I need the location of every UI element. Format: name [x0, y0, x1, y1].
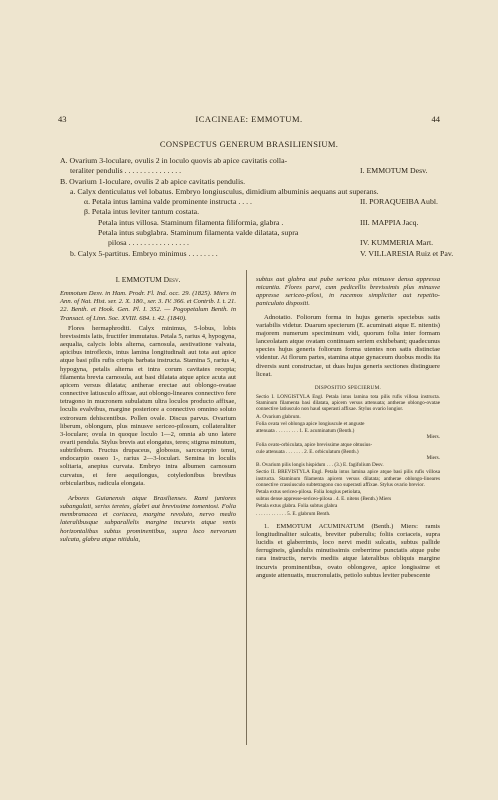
dispositio-list: [256, 394, 440, 517]
habit-paragraph: Arbores Guianensis atque Brasilienses. Rami juniores subangulati, seriss teretes, glabri aut brevissime tomentosi. Folia membranacea et coriacea, margine revoluto, nervo medio lateralibusque subparallelis margine incurvis atque venis horizontalibus subtus prominentibus, supra loco nervorum sulcata, glabra atque nitidula,: [60, 494, 236, 543]
key-text: α. Petala intus lamina valde prominente instructa . . . .: [84, 197, 252, 207]
page-number-left: 43: [58, 114, 67, 124]
dispositio-text: Sectio II. BREVISTYLA Engl. Petala intus lamina apice atque basi pilis rufis villosa instructa. Staminum filamenta apicem versus dilatata; antherae oblongo-lineares connective crassiusculo subtetragono cuo superasti affixae. Stylus ovario brevior.: [256, 469, 440, 488]
dispositio-text: subtus dense appresse-sericeo-pilosa . 4. E. nitens (Benth.) Miers: [256, 496, 392, 503]
key-text: a. Calyx denticulatus vel lobatus. Embryo longiusculus, dimidium albuminis aequans aut superans.: [70, 186, 379, 196]
running-head: ICACINEAE: EMMOTUM.: [195, 114, 303, 124]
species-entry: 1. EMMOTUM ACUMINATUM (Benth.) Miers: ramis longitudinaliter sulcatis, breviter puberulis; foliis coriaceis, supra lucidis et glaberrimis, loco nervi medii sulcatis, subtus pallide ferrugineis, glandulis minutissimis creberrime punctatis atque pube rara instructis, nervis mediis atque lateralibus obliquis margine incurvis prominentibus, ovato oblongove, apice longissime et anguste attenuatis, mucronulatis, petiolo subtus leviter pubescente: [256, 522, 440, 579]
synonymy: Emmotum Desv. in Ham. Prodr. Fl. Ind. occ. 29. (1825). Miers in Ann. of Nat. Hist. ser. 2. X. 180., ser. 3. IV. 366. et Contrib. I. t. 21. 22. Benth. et Hook. Gen. Pl. I. 352. — Pogopetalum Benth. in Transact. of Linn. Soc. XVIII. 684. t. 42. (1840).: [60, 290, 236, 322]
key-line: [60, 187, 442, 197]
key-text: A. Ovarium 3-loculare, ovulis 2 in loculo quovis ab apice cavitatis colla-: [60, 156, 288, 165]
dispositio-line: [256, 428, 440, 440]
key-genus: II. PORAQUEIBA Aubl.: [360, 197, 438, 207]
dispositio-line: [256, 496, 440, 502]
key-text: B. Ovarium 1-loculare, ovulis 2 ab apice cavitatis pendulis.: [60, 176, 246, 186]
key-text: teraliter pendulis . . . . . . . . . . . . . . .: [70, 166, 182, 176]
key-line: [60, 177, 442, 187]
key-line: [60, 156, 442, 166]
key-text: Petala intus subglabra. Staminum filamenta valde dilatata, supra: [98, 228, 299, 238]
dispositio-text: Folia ovata vel oblonga apice longiuscule et anguste: [256, 420, 365, 427]
key-text: Petala intus villosa. Staminum filamenta filiformia, glabra .: [98, 217, 284, 227]
dispositio-text: Petala extus glabra. Folia subtus glabra: [256, 503, 338, 510]
dispositio-line: [256, 449, 440, 461]
key-genus: IV. KUMMERIA Mart.: [360, 238, 434, 248]
key-line: [60, 238, 442, 248]
dispositio-author: Miers.: [426, 434, 440, 441]
dispositio-author: Miers.: [426, 454, 440, 461]
dispositio-text: Sectio I. LONGISTYLA Engl. Petala intus lamina tota pilis rufis villosa instructa. Staminum filamenta basi dilatata, apicem versus attenuata; antherae oblongo-ovatae connective latiusculo non haud superasti affixae. Stylus ovario longior.: [256, 394, 440, 413]
dispositio-line: [256, 462, 440, 468]
dispositio-line: [256, 394, 440, 413]
genus-heading: I. EMMOTUM Desv.: [115, 275, 181, 284]
conspectus-title: CONSPECTUS GENERUM BRASILIENSIUM.: [159, 139, 339, 149]
dispositio-text: cule attenuata . . . . . . . 2. E. orbiculatum (Benth.): [256, 448, 359, 455]
dispositio-text: Petala extus sericeo-pilosa. Folia longius petiolata,: [256, 488, 362, 495]
dispositio-line: [256, 469, 440, 488]
key-line: [60, 228, 442, 238]
key-text: b. Calyx 5-partitus. Embryo minimus . . . . . . . .: [70, 248, 218, 258]
dispositio-title: DISPOSITIO SPECIERUM.: [314, 384, 382, 391]
page-number-right: 44: [431, 114, 440, 124]
dispositio-text: . . . . . . . . . . . . 5. E. glabrum Benth.: [256, 510, 331, 517]
key-genus: V. VILLARESIA Ruiz et Pav.: [360, 248, 454, 258]
adnotatio-paragraph: Adnotatio. Foliorum forma in hujus generis speciebus satis variabilis videtur. Duarum specierum (E. acuminati atque E. nitentis) majorem numerum speciminum vidi, quorum folia inter formam lanceolatam atque ovatam continuam seriem exhibebant; quadecunus species hujus generis foliorum forma utentes non satis distinctae videntur. At florum partes, stamina atque gynaceum duobus modis ita diversis sunt constructae, ut duas hujus generis sectiones distinguere liceat.: [256, 313, 440, 378]
genus-key: [60, 156, 454, 259]
dispositio-line: [256, 511, 440, 517]
continued-paragraph: subtus aut glabra aut pube sericea plus minusve densa appressa micantia. Flores parvi, cum pedicellis brevissimis plus minusve appresse sericeo-pilosi, in racemos simpliciter aut repetito-paniculato dispositi.: [256, 276, 440, 308]
dispositio-text: A. Ovarium glabrum.: [256, 413, 301, 420]
dispositio-line: [256, 421, 440, 427]
key-line: [60, 248, 454, 259]
key-text: β. Petala intus leviter tantum costata.: [84, 207, 200, 217]
genus-description: Flores hermaphroditi. Calyx minimus, 5-lobus, lobis brevissimis latis, fructifer immutatus. Petala 5, rarius 4, hypogyna, aequalia, calycis lobis alterna, carnosula, aestivatione valvata, apicibus introflexis, intus lamina longitudinali aut tota aut apice atque basi pilis rufis crispis barbata instructa. Stamina 5, rarius 4, hypogyna, petalis alterna et intra corum cavitates recepta; filamenta brevia carnosula, aut basi dilatata atque apice acuta aut apicem versus dilatata; antherae erectae aut oblongo-ovatae connective latiusculo affixae, aut oblongo-lineares connectivo fere tetragono in mucronem subulatum ultra loculos producto affixae, loculis evalvibus, margine posteriore a connectivo omnino soluto extrorsum dehiscentibus. Pollen ovale. Discus parvus. Ovarium liberum, oblongum, plus minusve sericeo-pilosum, collateraliter 3-loculare; ovula in quoque loculo 1—2, omnia ab uno latere ovarii pendula. Stylus brevis aut elongatus, teres; stigma minutum, subtrilobum. Fructus drupaceus, globosus, sarcocarpio tenui, endocarpio osseo 1-, rarius 2—3-loculari. Semina in loculis solitaria, anepius curvata. Embryo intra albumen carnosum curvatus, ei fere aequilongus, cotyledonibus brevibus orbicularibus, radicula elongata.: [60, 324, 236, 487]
dispositio-text: Folia ovato-orbiculata, apice brevissime atque obtusius-: [256, 441, 373, 448]
dispositio-line: [256, 414, 440, 420]
column-divider: [246, 270, 247, 745]
key-line: [60, 197, 442, 207]
key-genus: I. EMMOTUM Desv.: [360, 166, 428, 176]
dispositio-text: attenuata . . . . . . . . . 1. E. acuminatum (Benth.): [256, 428, 355, 435]
key-genus: III. MAPPIA Jacq.: [360, 217, 419, 227]
key-line: [60, 166, 442, 176]
dispositio-line: [256, 489, 440, 495]
dispositio-line: [256, 503, 440, 509]
dispositio-text: B. Ovarium pilis longis hispidum . . . (3.) E. fagifolium Desv.: [256, 462, 384, 469]
key-line: [60, 207, 442, 217]
key-text: pilosa . . . . . . . . . . . . . . . .: [108, 238, 189, 248]
dispositio-line: [256, 442, 440, 448]
left-column: [60, 276, 236, 544]
right-column: [256, 276, 440, 580]
key-line: [60, 218, 442, 228]
